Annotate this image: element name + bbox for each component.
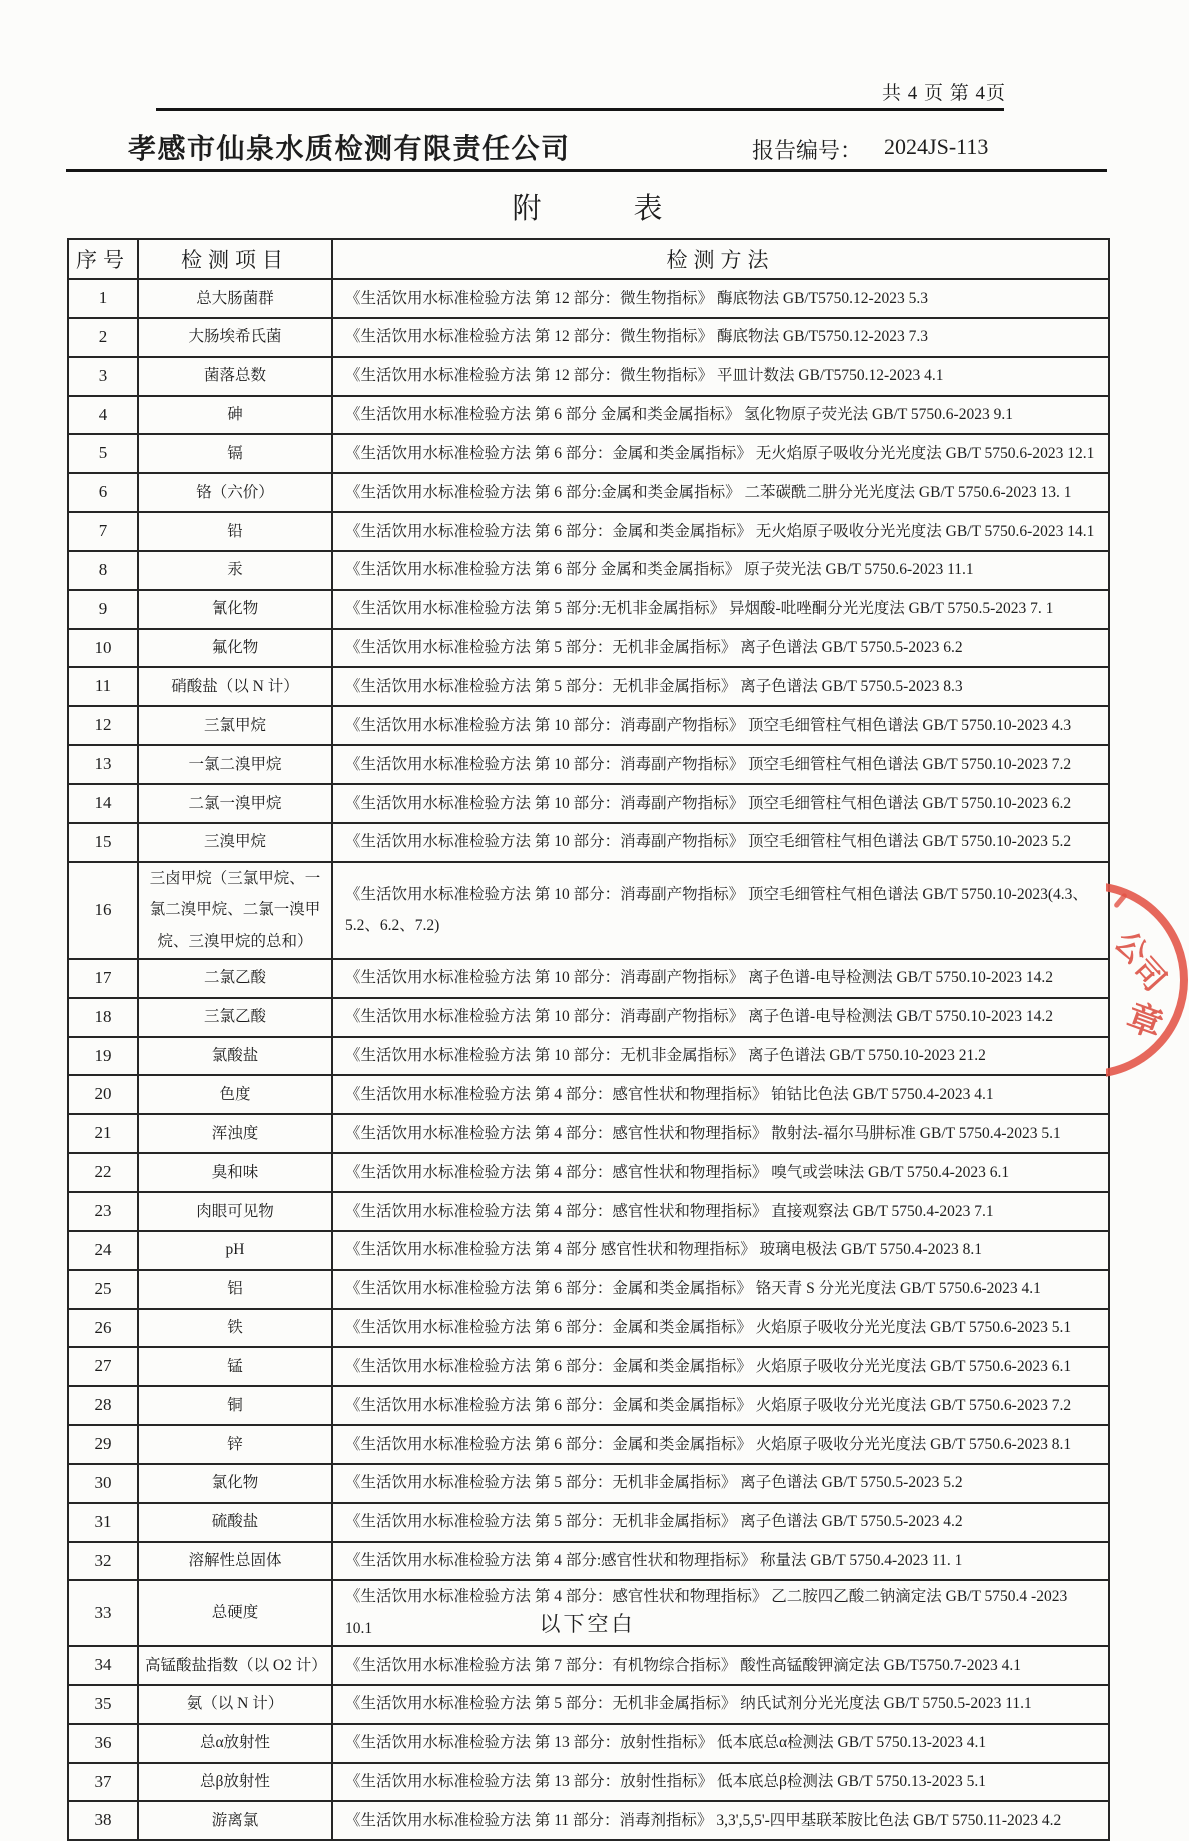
test-item-cell: 总大肠菌群 — [138, 279, 332, 318]
row-number-cell: 24 — [68, 1231, 138, 1270]
row-number-cell: 3 — [68, 357, 138, 396]
test-item-cell: 硫酸盐 — [138, 1503, 332, 1542]
header-rule-top — [156, 108, 1004, 111]
test-item-cell: 色度 — [138, 1075, 332, 1114]
test-method-cell: 《生活饮用水标准检验方法 第 10 部分：无机非金属指标》 离子色谱法 GB/T 5750.10-2023 21.2 — [332, 1037, 1109, 1076]
row-number-cell: 21 — [68, 1114, 138, 1153]
stamp-ring-icon — [1106, 882, 1188, 1078]
stamp-stroke — [1113, 892, 1128, 908]
row-number-cell: 4 — [68, 396, 138, 435]
test-method-cell: 《生活饮用水标准检验方法 第 4 部分：感官性状和物理指标》 乙二胺四乙酸二钠滴定法 GB/T 5750.4 -2023 10.1 — [332, 1580, 1109, 1646]
table-row — [68, 1270, 1109, 1309]
test-method-cell: 《生活饮用水标准检验方法 第 6 部分：金属和类金属指标》 铬天青 S 分光光度法 GB/T 5750.6-2023 4.1 — [332, 1270, 1109, 1309]
test-item-cell: 高锰酸盐指数（以 O2 计） — [138, 1646, 332, 1685]
test-item-cell: 三氯甲烷 — [138, 706, 332, 745]
table-row — [68, 1646, 1109, 1685]
page-title-char-1: 附 — [512, 193, 542, 225]
row-number-cell: 37 — [68, 1763, 138, 1802]
test-item-cell: 砷 — [138, 396, 332, 435]
table-row — [68, 998, 1109, 1037]
table-row — [68, 745, 1109, 784]
test-method-cell: 《生活饮用水标准检验方法 第 6 部分:金属和类金属指标》 二苯碳酰二肼分光光度法 GB/T 5750.6-2023 13. 1 — [332, 473, 1109, 512]
header-rule-bottom — [66, 169, 1107, 172]
test-method-cell: 《生活饮用水标准检验方法 第 4 部分 感官性状和物理指标》 玻璃电极法 GB/T 5750.4-2023 8.1 — [332, 1231, 1109, 1270]
test-item-cell: 二氯一溴甲烷 — [138, 784, 332, 823]
test-method-cell: 《生活饮用水标准检验方法 第 4 部分：感官性状和物理指标》 散射法-福尔马肼标准 GB/T 5750.4-2023 5.1 — [332, 1114, 1109, 1153]
row-number-cell: 6 — [68, 473, 138, 512]
table-row — [68, 1542, 1109, 1581]
test-item-cell: 锌 — [138, 1425, 332, 1464]
test-item-cell: 菌落总数 — [138, 357, 332, 396]
test-item-cell: 总硬度 — [138, 1580, 332, 1646]
test-item-cell: 氟化物 — [138, 629, 332, 668]
table-row — [68, 1425, 1109, 1464]
test-item-cell: 锰 — [138, 1347, 332, 1386]
test-method-cell: 《生活饮用水标准检验方法 第 13 部分：放射性指标》 低本底总α检测法 GB/T 5750.13-2023 4.1 — [332, 1724, 1109, 1763]
test-item-cell: 二氯乙酸 — [138, 959, 332, 998]
table-row — [68, 823, 1109, 862]
table-row — [68, 1231, 1109, 1270]
test-item-cell: 硝酸盐（以 N 计） — [138, 667, 332, 706]
row-number-cell: 29 — [68, 1425, 138, 1464]
test-item-cell: 氯化物 — [138, 1464, 332, 1503]
test-method-cell: 《生活饮用水标准检验方法 第 5 部分：无机非金属指标》 离子色谱法 GB/T 5750.5-2023 5.2 — [332, 1464, 1109, 1503]
test-methods-table — [67, 238, 1110, 1841]
row-number-cell: 5 — [68, 434, 138, 473]
table-row — [68, 1075, 1109, 1114]
test-method-cell: 《生活饮用水标准检验方法 第 5 部分：无机非金属指标》 纳氏试剂分光光度法 GB/T 5750.5-2023 11.1 — [332, 1685, 1109, 1724]
test-item-cell: 铜 — [138, 1386, 332, 1425]
row-number-cell: 19 — [68, 1037, 138, 1076]
page-title-char-2: 表 — [633, 193, 663, 225]
test-method-cell: 《生活饮用水标准检验方法 第 10 部分：消毒副产物指标》 顶空毛细管柱气相色谱法 GB/T 5750.10-2023 6.2 — [332, 784, 1109, 823]
table-row — [68, 1037, 1109, 1076]
row-number-cell: 20 — [68, 1075, 138, 1114]
test-method-cell: 《生活饮用水标准检验方法 第 5 部分：无机非金属指标》 离子色谱法 GB/T 5750.5-2023 6.2 — [332, 629, 1109, 668]
row-number-cell: 32 — [68, 1542, 138, 1581]
row-number-cell: 30 — [68, 1464, 138, 1503]
row-number-cell: 16 — [68, 862, 138, 959]
stamp-character: 公 — [1107, 924, 1155, 971]
report-number-label: 报告编号： — [752, 138, 863, 163]
test-method-cell: 《生活饮用水标准检验方法 第 5 部分：无机非金属指标》 离子色谱法 GB/T 5750.5-2023 8.3 — [332, 667, 1109, 706]
table-row — [68, 1801, 1109, 1840]
row-number-cell: 18 — [68, 998, 138, 1037]
test-method-cell: 《生活饮用水标准检验方法 第 4 部分：感官性状和物理指标》 嗅气或尝味法 GB/T 5750.4-2023 6.1 — [332, 1153, 1109, 1192]
row-number-cell: 8 — [68, 551, 138, 590]
table-row — [68, 318, 1109, 357]
test-method-cell: 《生活饮用水标准检验方法 第 13 部分：放射性指标》 低本底总β检测法 GB/T 5750.13-2023 5.1 — [332, 1763, 1109, 1802]
row-number-cell: 14 — [68, 784, 138, 823]
table-row — [68, 551, 1109, 590]
page-title — [67, 186, 1108, 227]
row-number-cell: 38 — [68, 1801, 138, 1840]
table-row — [68, 590, 1109, 629]
test-method-cell: 《生活饮用水标准检验方法 第 6 部分：金属和类金属指标》 火焰原子吸收分光光度法 GB/T 5750.6-2023 6.1 — [332, 1347, 1109, 1386]
test-item-cell: 溶解性总固体 — [138, 1542, 332, 1581]
table-row — [68, 706, 1109, 745]
test-item-cell: 三溴甲烷 — [138, 823, 332, 862]
test-item-cell: 三氯乙酸 — [138, 998, 332, 1037]
test-item-cell: 氯酸盐 — [138, 1037, 332, 1076]
test-method-cell: 《生活饮用水标准检验方法 第 6 部分：金属和类金属指标》 无火焰原子吸收分光光度法 GB/T 5750.6-2023 12.1 — [332, 434, 1109, 473]
test-method-cell: 《生活饮用水标准检验方法 第 4 部分：感官性状和物理指标》 铂钴比色法 GB/T 5750.4-2023 4.1 — [332, 1075, 1109, 1114]
test-item-cell: 臭和味 — [138, 1153, 332, 1192]
test-item-cell: 总α放射性 — [138, 1724, 332, 1763]
table-row — [68, 1503, 1109, 1542]
stamp-character: 章 — [1121, 997, 1168, 1046]
row-number-cell: 2 — [68, 318, 138, 357]
table-row — [68, 473, 1109, 512]
row-number-cell: 15 — [68, 823, 138, 862]
row-number-cell: 7 — [68, 512, 138, 551]
test-method-cell: 《生活饮用水标准检验方法 第 10 部分：消毒副产物指标》 顶空毛细管柱气相色谱法 GB/T 5750.10-2023 5.2 — [332, 823, 1109, 862]
table-row — [68, 1763, 1109, 1802]
test-method-cell: 《生活饮用水标准检验方法 第 7 部分：有机物综合指标》 酸性高锰酸钾滴定法 GB/T5750.7-2023 4.1 — [332, 1646, 1109, 1685]
table-row — [68, 396, 1109, 435]
test-method-cell: 《生活饮用水标准检验方法 第 6 部分：金属和类金属指标》 无火焰原子吸收分光光度法 GB/T 5750.6-2023 14.1 — [332, 512, 1109, 551]
table-row — [68, 279, 1109, 318]
row-number-cell: 28 — [68, 1386, 138, 1425]
table-row — [68, 667, 1109, 706]
row-number-cell: 23 — [68, 1192, 138, 1231]
row-number-cell: 22 — [68, 1153, 138, 1192]
row-number-cell: 17 — [68, 959, 138, 998]
test-method-cell: 《生活饮用水标准检验方法 第 4 部分：感官性状和物理指标》 直接观察法 GB/T 5750.4-2023 7.1 — [332, 1192, 1109, 1231]
test-method-cell: 《生活饮用水标准检验方法 第 6 部分 金属和类金属指标》 氢化物原子荧光法 GB/T 5750.6-2023 9.1 — [332, 396, 1109, 435]
row-number-cell: 36 — [68, 1724, 138, 1763]
table-row — [68, 1685, 1109, 1724]
test-item-cell: 一氯二溴甲烷 — [138, 745, 332, 784]
row-number-cell: 25 — [68, 1270, 138, 1309]
test-item-cell: 汞 — [138, 551, 332, 590]
test-method-cell: 《生活饮用水标准检验方法 第 4 部分:感官性状和物理指标》 称量法 GB/T 5750.4-2023 11. 1 — [332, 1542, 1109, 1581]
test-method-cell: 《生活饮用水标准检验方法 第 11 部分：消毒剂指标》 3,3',5,5'-四甲基联苯胺比色法 GB/T 5750.11-2023 4.2 — [332, 1801, 1109, 1840]
page-indicator: 共 4 页 第 4页 — [881, 83, 1006, 104]
test-item-cell: 氰化物 — [138, 590, 332, 629]
company-name: 孝感市仙泉水质检测有限责任公司 — [128, 133, 571, 164]
table-row — [68, 1114, 1109, 1153]
test-method-cell: 《生活饮用水标准检验方法 第 10 部分：消毒副产物指标》 顶空毛细管柱气相色谱法 GB/T 5750.10-2023(4.3、5.2、6.2、7.2) — [332, 862, 1109, 959]
row-number-cell: 12 — [68, 706, 138, 745]
test-method-cell: 《生活饮用水标准检验方法 第 10 部分：消毒副产物指标》 顶空毛细管柱气相色谱法 GB/T 5750.10-2023 4.3 — [332, 706, 1109, 745]
row-number-cell: 10 — [68, 629, 138, 668]
header-serial-number: 序号 — [68, 239, 138, 279]
test-item-cell: 氨（以 N 计） — [138, 1685, 332, 1724]
table-row — [68, 1192, 1109, 1231]
test-item-cell: 总β放射性 — [138, 1763, 332, 1802]
table-row — [68, 959, 1109, 998]
stamp-character: 司 — [1125, 951, 1173, 998]
row-number-cell: 27 — [68, 1347, 138, 1386]
table-row — [68, 1386, 1109, 1425]
test-method-cell: 《生活饮用水标准检验方法 第 6 部分：金属和类金属指标》 火焰原子吸收分光光度法 GB/T 5750.6-2023 5.1 — [332, 1309, 1109, 1348]
test-item-cell: 肉眼可见物 — [138, 1192, 332, 1231]
row-number-cell: 34 — [68, 1646, 138, 1685]
table-row — [68, 1153, 1109, 1192]
report-number — [752, 134, 988, 165]
test-method-cell: 《生活饮用水标准检验方法 第 6 部分：金属和类金属指标》 火焰原子吸收分光光度法 GB/T 5750.6-2023 8.1 — [332, 1425, 1109, 1464]
test-method-cell: 《生活饮用水标准检验方法 第 5 部分:无机非金属指标》 异烟酸-吡唑酮分光光度法 GB/T 5750.5-2023 7. 1 — [332, 590, 1109, 629]
row-number-cell: 35 — [68, 1685, 138, 1724]
test-item-cell: 铅 — [138, 512, 332, 551]
table-row — [68, 784, 1109, 823]
test-method-cell: 《生活饮用水标准检验方法 第 10 部分：消毒副产物指标》 顶空毛细管柱气相色谱法 GB/T 5750.10-2023 7.2 — [332, 745, 1109, 784]
test-method-cell: 《生活饮用水标准检验方法 第 6 部分：金属和类金属指标》 火焰原子吸收分光光度法 GB/T 5750.6-2023 7.2 — [332, 1386, 1109, 1425]
test-method-cell: 《生活饮用水标准检验方法 第 12 部分：微生物指标》 平皿计数法 GB/T5750.12-2023 4.1 — [332, 357, 1109, 396]
test-method-cell: 《生活饮用水标准检验方法 第 12 部分：微生物指标》 酶底物法 GB/T5750.12-2023 5.3 — [332, 279, 1109, 318]
test-method-cell: 《生活饮用水标准检验方法 第 10 部分：消毒副产物指标》 离子色谱-电导检测法 GB/T 5750.10-2023 14.2 — [332, 998, 1109, 1037]
table-row — [68, 629, 1109, 668]
test-item-cell: 大肠埃希氏菌 — [138, 318, 332, 357]
test-item-cell: 镉 — [138, 434, 332, 473]
row-number-cell: 11 — [68, 667, 138, 706]
footer-blank-note: 以下空白 — [539, 1612, 636, 1636]
row-number-cell: 1 — [68, 279, 138, 318]
row-number-cell: 33 — [68, 1580, 138, 1646]
test-item-cell: 铝 — [138, 1270, 332, 1309]
test-method-cell: 《生活饮用水标准检验方法 第 12 部分：微生物指标》 酶底物法 GB/T5750.12-2023 7.3 — [332, 318, 1109, 357]
red-seal-stamp — [1106, 870, 1189, 1092]
table-row — [68, 1309, 1109, 1348]
test-method-cell: 《生活饮用水标准检验方法 第 5 部分：无机非金属指标》 离子色谱法 GB/T 5750.5-2023 4.2 — [332, 1503, 1109, 1542]
row-number-cell: 13 — [68, 745, 138, 784]
test-item-cell: 三卤甲烷（三氯甲烷、一氯二溴甲烷、二氯一溴甲烷、三溴甲烷的总和） — [138, 862, 332, 959]
row-number-cell: 31 — [68, 1503, 138, 1542]
table-row — [68, 862, 1109, 959]
test-item-cell: 铬（六价） — [138, 473, 332, 512]
test-item-cell: 浑浊度 — [138, 1114, 332, 1153]
test-method-cell: 《生活饮用水标准检验方法 第 6 部分 金属和类金属指标》 原子荧光法 GB/T 5750.6-2023 11.1 — [332, 551, 1109, 590]
row-number-cell: 26 — [68, 1309, 138, 1348]
test-item-cell: pH — [138, 1231, 332, 1270]
table-row — [68, 1724, 1109, 1763]
test-item-cell: 游离氯 — [138, 1801, 332, 1840]
table-header-row — [68, 239, 1109, 279]
table-row — [68, 1464, 1109, 1503]
row-number-cell: 9 — [68, 590, 138, 629]
table-row — [68, 1347, 1109, 1386]
report-number-value: 2024JS-113 — [884, 134, 989, 159]
table-row — [68, 512, 1109, 551]
header-test-method: 检测方法 — [332, 239, 1109, 279]
table-row — [68, 434, 1109, 473]
test-item-cell: 铁 — [138, 1309, 332, 1348]
test-method-cell: 《生活饮用水标准检验方法 第 10 部分：消毒副产物指标》 离子色谱-电导检测法 GB/T 5750.10-2023 14.2 — [332, 959, 1109, 998]
table-row — [68, 357, 1109, 396]
header-test-item: 检测项目 — [138, 239, 332, 279]
